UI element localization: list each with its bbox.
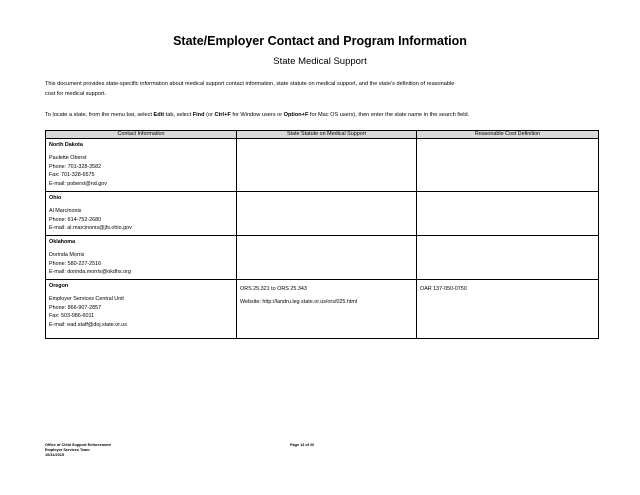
statute-cell xyxy=(237,191,417,235)
table-row xyxy=(46,235,599,279)
header-reasonable-cost: Reasonable Cost Definition xyxy=(417,131,599,139)
instr-ctrl-f: Ctrl+F xyxy=(214,112,231,118)
contact-cell xyxy=(46,191,237,235)
instr-text-1: To locate a state, from the menu bar, select xyxy=(45,112,154,118)
instr-text-4: for Window users or xyxy=(230,112,284,118)
cost-cell xyxy=(417,280,599,339)
statute-cell xyxy=(237,235,417,279)
contact-name: Employer Services Central Unit xyxy=(49,296,124,303)
cost-cell xyxy=(417,139,599,192)
contact-name: Dorinda Morris xyxy=(49,251,85,258)
table-header-row xyxy=(46,131,599,139)
header-state-statute: State Statute on Medical Support xyxy=(237,131,417,139)
state-name: Ohio xyxy=(49,194,62,201)
page-subtitle: State Medical Support xyxy=(273,56,367,67)
footer-office: Office of Child Support Enforcement xyxy=(45,443,111,447)
contact-cell xyxy=(46,139,237,192)
contact-email: E-mail: ead.staff@doj.state.or.us xyxy=(49,322,127,329)
contact-email: E-mail: al.marcinonis@jfs.ohio.gov xyxy=(49,225,132,232)
footer-office-info xyxy=(45,443,111,458)
instr-text-2: tab, select xyxy=(164,112,193,118)
contact-email: E-mail: poberst@nd.gov xyxy=(49,181,107,188)
contact-phone: Phone: 580-227-2516 xyxy=(49,260,102,267)
state-contact-table xyxy=(45,130,599,339)
table-row xyxy=(46,139,599,192)
footer-date: 10/31/2015 xyxy=(45,453,65,457)
search-instructions xyxy=(45,111,605,120)
state-name: Oklahoma xyxy=(49,238,76,245)
statute-text: ORS 25.321 to ORS 25.343 xyxy=(240,286,307,293)
contact-fax: Fax: 503-986-6011 xyxy=(49,313,95,320)
state-name: North Dakota xyxy=(49,142,83,148)
instr-option-f: Option+F xyxy=(283,112,309,118)
contact-email: E-mail: dorinda.morris@okdhs.org xyxy=(49,269,131,276)
footer-page-number: Page 13 of 20 xyxy=(290,443,315,447)
instr-find: Find xyxy=(192,112,205,118)
contact-fax: Fax: 701-328-6575 xyxy=(49,172,95,179)
contact-name: Paulette Oberst xyxy=(49,155,87,161)
contact-cell xyxy=(46,280,237,339)
statute-cell xyxy=(237,280,417,339)
cost-cell xyxy=(417,191,599,235)
state-name: Oregon xyxy=(49,283,69,290)
statute-cell xyxy=(237,139,417,192)
contact-name: Al Marcinonis xyxy=(49,207,82,214)
contact-cell xyxy=(46,235,237,279)
contact-phone: Phone: 866-907-2857 xyxy=(49,304,102,311)
intro-line-2: cost for medical support. xyxy=(45,90,106,97)
cost-text: OAR 137-050-0750 xyxy=(420,286,467,293)
instr-edit: Edit xyxy=(153,112,165,118)
cost-cell xyxy=(417,235,599,279)
table-row xyxy=(46,191,599,235)
intro-line-1: This document provides state-specific information about medical support contact information, state statute on medical support, and the state's definition of reasonable xyxy=(45,81,455,87)
instr-text-5: for Mac OS users), then enter the state name in the search field. xyxy=(308,112,470,118)
page-title: State/Employer Contact and Program Information xyxy=(173,34,467,48)
intro-paragraph xyxy=(45,80,545,99)
instr-text-3: (or xyxy=(204,112,215,118)
header-contact-information: Contact Information xyxy=(46,131,237,139)
table-row xyxy=(46,280,599,339)
statute-website: Website: http://landru.leg.state.or.us/ors/025.html xyxy=(240,298,358,305)
footer-team: Employer Services Team xyxy=(45,448,90,452)
contact-phone: Phone: 614-752-2680 xyxy=(49,216,102,223)
contact-phone: Phone: 701-328-3582 xyxy=(49,163,102,170)
